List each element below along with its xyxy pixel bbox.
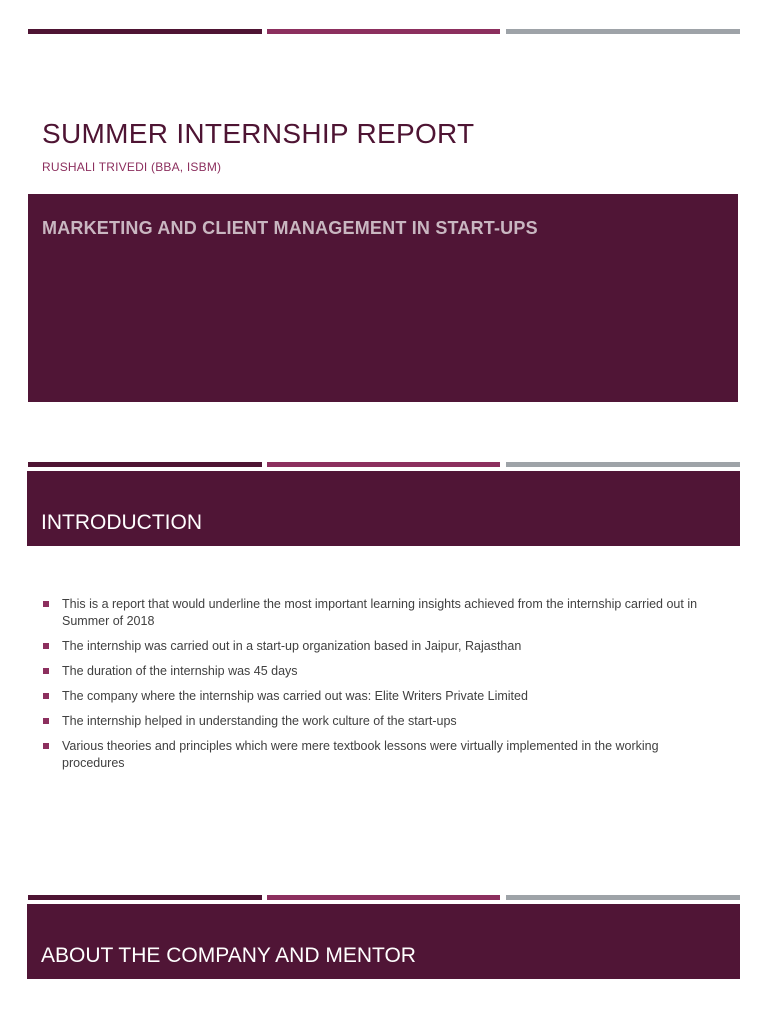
bullet-text: The internship was carried out in a start-up organization based in Jaipur, Rajasthan — [62, 639, 522, 653]
accent-bar-plum — [28, 895, 262, 900]
accent-bar-grey — [506, 895, 740, 900]
about-heading: ABOUT THE COMPANY AND MENTOR — [41, 944, 416, 967]
accent-bar-magenta — [267, 462, 500, 467]
accent-bars-about — [28, 895, 740, 900]
square-bullet-icon — [43, 743, 49, 749]
list-item — [42, 688, 722, 705]
square-bullet-icon — [43, 718, 49, 724]
bullet-text: The duration of the internship was 45 days — [62, 664, 298, 678]
square-bullet-icon — [43, 601, 49, 607]
accent-bar-plum — [28, 29, 262, 34]
bullet-text: Various theories and principles which were mere textbook lessons were virtually implemented in the working procedures — [62, 739, 659, 770]
bullet-text: This is a report that would underline the most important learning insights achieved from the internship carried out in Summer of 2018 — [62, 597, 698, 628]
list-item — [42, 713, 722, 730]
square-bullet-icon — [43, 643, 49, 649]
report-title: SUMMER INTERNSHIP REPORT — [42, 118, 475, 149]
list-item — [42, 738, 722, 772]
title-banner — [28, 194, 738, 402]
accent-bar-magenta — [267, 29, 500, 34]
accent-bar-magenta — [267, 895, 500, 900]
introduction-header — [27, 471, 740, 546]
introduction-heading: INTRODUCTION — [41, 511, 202, 534]
banner-heading: MARKETING AND CLIENT MANAGEMENT IN START-UPS — [42, 218, 538, 238]
square-bullet-icon — [43, 693, 49, 699]
list-item — [42, 596, 722, 630]
about-header — [27, 904, 740, 979]
report-author: RUSHALI TRIVEDI (BBA, ISBM) — [42, 160, 222, 174]
square-bullet-icon — [43, 668, 49, 674]
accent-bar-grey — [506, 462, 740, 467]
introduction-bullet-list — [42, 596, 722, 780]
accent-bar-plum — [28, 462, 262, 467]
list-item — [42, 663, 722, 680]
accent-bars-intro — [28, 462, 740, 467]
list-item — [42, 638, 722, 655]
accent-bar-grey — [506, 29, 740, 34]
accent-bars-top — [28, 29, 740, 34]
bullet-text: The company where the internship was carried out was: Elite Writers Private Limited — [62, 689, 528, 703]
bullet-text: The internship helped in understanding the work culture of the start-ups — [62, 714, 457, 728]
